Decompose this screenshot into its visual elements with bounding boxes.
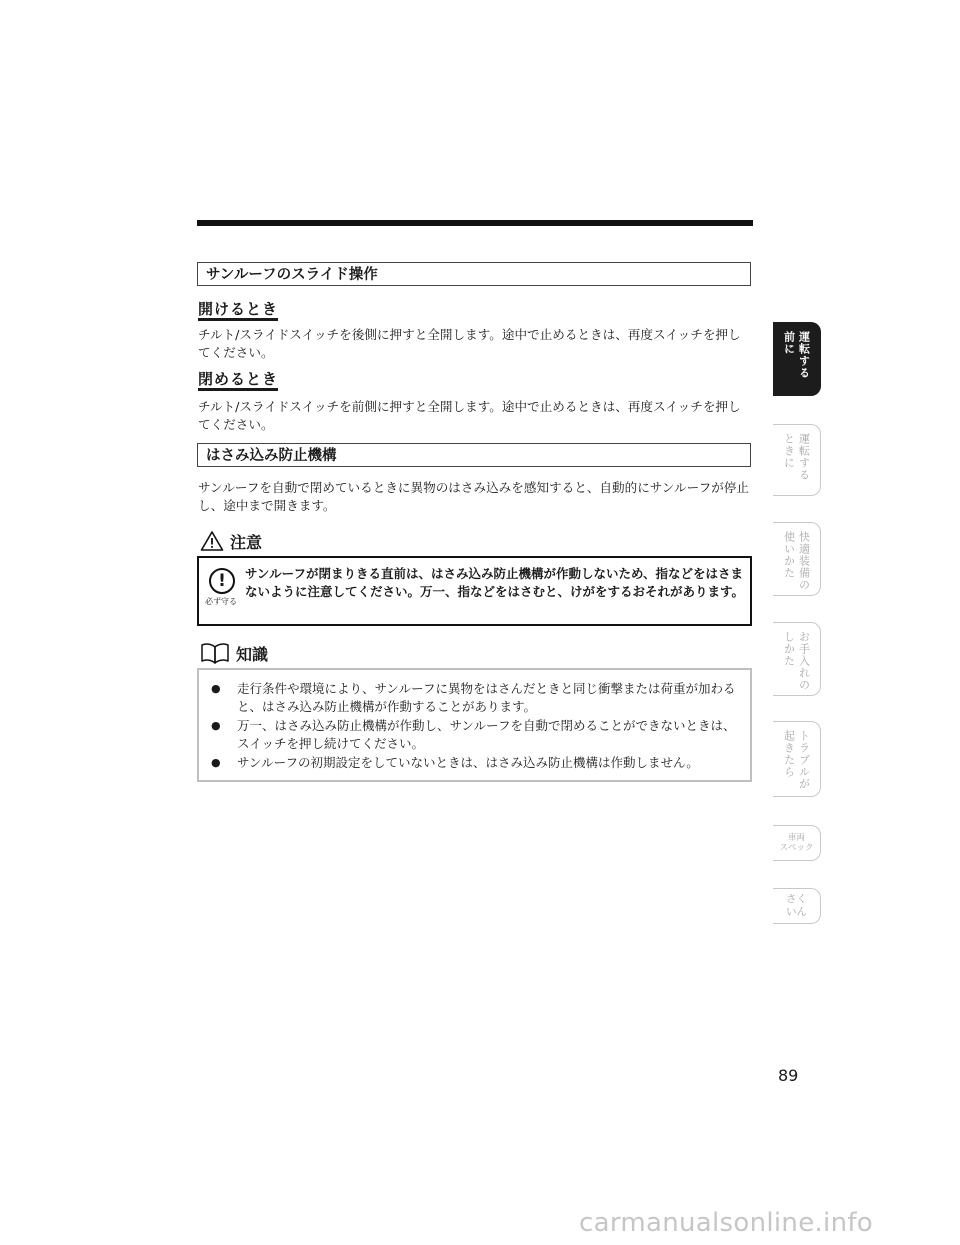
knowledge-item: [211, 680, 741, 716]
heading-close: 閉めるとき: [198, 370, 279, 388]
bullet: ●: [211, 756, 221, 769]
knowledge-box: [197, 668, 752, 782]
text-open: チルト/スライドスイッチを後側に押すと全開します。途中で止めるときは、再度スイッチを押してください。: [198, 327, 741, 360]
page-number: 89: [778, 1066, 799, 1085]
heading-open: 開けるとき: [198, 300, 279, 318]
tab-before-driving[interactable]: [773, 322, 821, 396]
tab-label-line1: 運転する: [797, 433, 811, 481]
tab-comfort-equipment[interactable]: [773, 522, 821, 596]
text-antipinch: サンルーフを自動で閉めているときに異物のはさみ込みを感知すると、自動的にサンルーフが停止し、途中まで開きます。: [198, 480, 749, 513]
tab-label-line1: 快適装備の: [797, 531, 811, 591]
exclamation-circle-icon: !: [209, 568, 235, 594]
caution-box: [197, 556, 752, 626]
section-title-antipinch: はさみ込み防止機構: [197, 443, 751, 467]
tab-troubleshooting[interactable]: [773, 721, 821, 797]
watermark: carmanualsonline.info: [579, 1208, 874, 1238]
section-title-slide: サンルーフのスライド操作: [197, 262, 751, 286]
text-close: チルト/スライドスイッチを前側に押すと全開します。途中で止めるときは、再度スイッチを押してください。: [198, 399, 741, 432]
tab-index[interactable]: [773, 888, 821, 924]
top-rule: [197, 220, 753, 226]
tab-vehicle-spec[interactable]: [773, 825, 821, 861]
caution-title: 注意: [230, 532, 263, 552]
bullet: ●: [211, 682, 221, 695]
tab-maintenance[interactable]: [773, 622, 821, 696]
tab-label-line2: 起きたら: [782, 730, 796, 778]
knowledge-item: [211, 717, 741, 753]
tab-label-line1: トラブルが: [797, 730, 811, 790]
tab-when-driving[interactable]: [773, 424, 821, 496]
tab-label-line1: 車両: [787, 833, 805, 843]
open-book-icon: [200, 642, 230, 664]
tab-label-line2: ときに: [782, 433, 796, 469]
knowledge-item-text: サンルーフの初期設定をしていないときは、はさみ込み防止機構は作動しません。: [237, 755, 699, 770]
bullet: ●: [211, 719, 221, 732]
knowledge-item-text: 万一、はさみ込み防止機構が作動し、サンルーフを自動で閉めることができないときは、スイッチを押し続けてください。: [237, 718, 736, 751]
tab-label-line2: しかた: [782, 631, 796, 667]
knowledge-title: 知識: [236, 644, 269, 664]
tab-label-line2: 使いかた: [782, 531, 796, 579]
caution-heading: [200, 528, 262, 554]
tab-label-line2: いん: [786, 906, 807, 918]
caution-text: サンルーフが閉まりきる直前は、はさみ込み防止機構が作動しないため、指などをはさまないように注意してください。万一、指などをはさむと、けがをするおそれがあります。: [245, 566, 745, 599]
tab-label-line2: スペック: [779, 843, 814, 853]
warning-triangle-icon: [200, 530, 224, 552]
knowledge-item-text: 走行条件や環境により、サンルーフに異物をはさんだときと同じ衝撃または荷重が加わると、はさみ込み防止機構が作動することがあります。: [237, 681, 736, 714]
tab-label-line1: お手入れの: [797, 631, 811, 691]
caution-icon-label: 必ず守る: [205, 597, 237, 606]
tab-label-line2: 前に: [782, 331, 796, 355]
tab-label-line1: さく: [786, 893, 807, 905]
tab-label-line1: 運転する: [797, 331, 811, 379]
knowledge-item: [211, 754, 741, 772]
knowledge-heading: [200, 640, 268, 666]
